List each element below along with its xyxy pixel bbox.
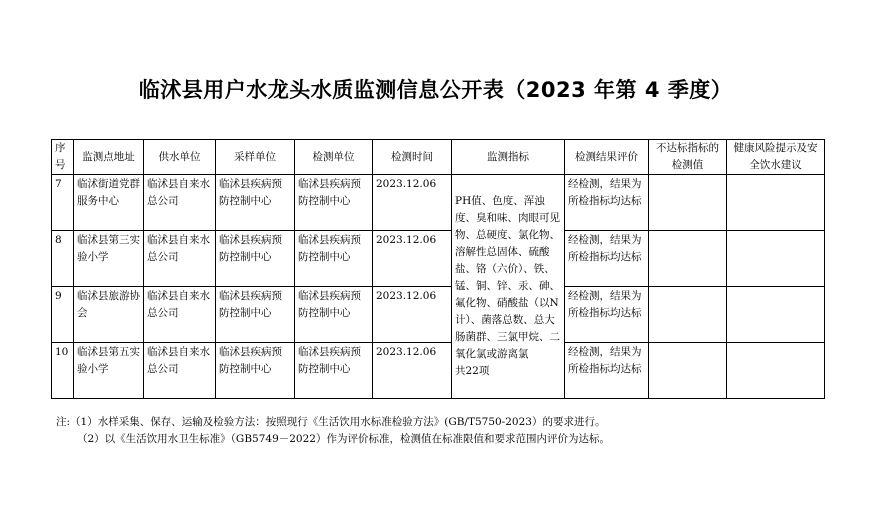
- cell-site: 临沭街道党群服务中心: [74, 175, 144, 231]
- header-seq: 序号: [52, 140, 74, 175]
- cell-site: 临沭县第五实验小学: [74, 343, 144, 399]
- cell-site: 临沭县旅游协会: [74, 287, 144, 343]
- cell-health: [727, 343, 825, 399]
- cell-tester: 临沭县疾病预防控制中心: [295, 343, 373, 399]
- header-substandard: 不达标指标的检测值: [649, 140, 727, 175]
- cell-date: 2023.12.06: [373, 175, 452, 231]
- cell-sampler: 临沭县疾病预防控制中心: [216, 175, 295, 231]
- cell-supplier: 临沭县自来水总公司: [144, 175, 216, 231]
- water-quality-table: [51, 139, 825, 399]
- table-row: [52, 175, 825, 231]
- cell-evaluation: 经检测，结果为所检指标均达标: [565, 175, 649, 231]
- cell-date: 2023.12.06: [373, 231, 452, 287]
- cell-health: [727, 175, 825, 231]
- page-title: 临沭县用户水龙头水质监测信息公开表（2023 年第 4 季度）: [138, 78, 733, 102]
- cell-supplier: 临沭县自来水总公司: [144, 343, 216, 399]
- cell-seq: 9: [52, 287, 74, 343]
- header-supplier: 供水单位: [144, 140, 216, 175]
- cell-supplier: 临沭县自来水总公司: [144, 231, 216, 287]
- cell-indicators: [452, 175, 565, 399]
- cell-health: [727, 287, 825, 343]
- cell-tester: 临沭县疾病预防控制中心: [295, 287, 373, 343]
- cell-sampler: 临沭县疾病预防控制中心: [216, 343, 295, 399]
- table-row: [52, 287, 825, 343]
- cell-seq: 7: [52, 175, 74, 231]
- header-evaluation: 检测结果评价: [565, 140, 649, 175]
- header-sampler: 采样单位: [216, 140, 295, 175]
- header-indicators: 监测指标: [452, 140, 565, 175]
- indicators-text: PH值、色度、浑浊度、臭和味、肉眼可见物、总硬度、氯化物、溶解性总固体、硫酸盐、铬（六价）、铁、锰、铜、锌、汞、砷、氟化物、硝酸盐（以N计）、菌落总数、总大肠菌群、三氯甲烷、二氧化氯或游离氯 共22项: [455, 195, 560, 377]
- table-header-row: [52, 140, 825, 175]
- cell-tester: 临沭县疾病预防控制中心: [295, 175, 373, 231]
- cell-date: 2023.12.06: [373, 287, 452, 343]
- header-tester: 检测单位: [295, 140, 373, 175]
- cell-date: 2023.12.06: [373, 343, 452, 399]
- cell-substandard: [649, 175, 727, 231]
- cell-substandard: [649, 287, 727, 343]
- header-health: 健康风险提示及安全饮水建议: [727, 140, 825, 175]
- cell-health: [727, 231, 825, 287]
- cell-evaluation: 经检测，结果为所检指标均达标: [565, 231, 649, 287]
- cell-seq: 10: [52, 343, 74, 399]
- note-1: 注:（1）水样采集、保存、运输及检验方法：按照现行《生活饮用水标准检验方法》(GB/T5750-2023）的要求进行。: [56, 416, 606, 428]
- cell-substandard: [649, 231, 727, 287]
- cell-site: 临沭县第三实验小学: [74, 231, 144, 287]
- cell-tester: 临沭县疾病预防控制中心: [295, 231, 373, 287]
- header-date: 检测时间: [373, 140, 452, 175]
- cell-evaluation: 经检测，结果为所检指标均达标: [565, 287, 649, 343]
- notes: [56, 414, 610, 448]
- header-site: 监测点地址: [74, 140, 144, 175]
- cell-sampler: 临沭县疾病预防控制中心: [216, 231, 295, 287]
- note-2: （2）以《生活饮用水卫生标准》（GB5749－2022）作为评价标准，检测值在标准限值和要求范围内评价为达标。: [77, 433, 610, 445]
- table-row: [52, 231, 825, 287]
- cell-evaluation: 经检测，结果为所检指标均达标: [565, 343, 649, 399]
- table-row: [52, 343, 825, 399]
- cell-sampler: 临沭县疾病预防控制中心: [216, 287, 295, 343]
- cell-seq: 8: [52, 231, 74, 287]
- cell-substandard: [649, 343, 727, 399]
- cell-supplier: 临沭县自来水总公司: [144, 287, 216, 343]
